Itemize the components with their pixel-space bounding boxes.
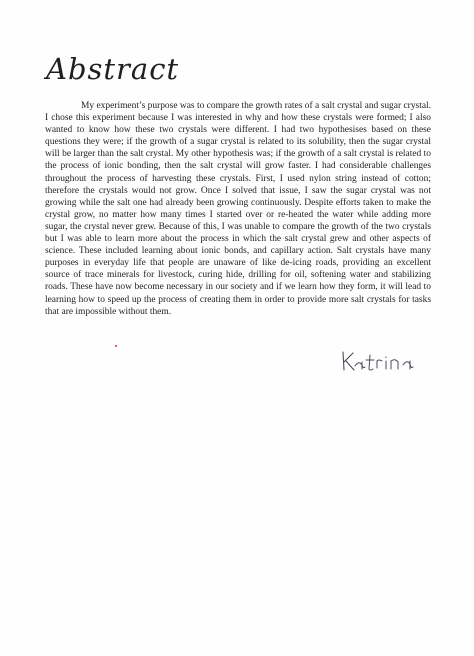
abstract-paragraph: My experiment’s purpose was to compare the growth rates of a salt crystal and sugar crystal. I chose this experiment because I was interested in why and how these crystals were formed; I also wanted to know how these two crystals were different. I had two hypothesises based on these questions they were; if the growth of a sugar crystal is related to its solubility, then the sugar crystal will be larger than the salt crystal. My other hypothesis was; if the growth of a salt crystal is related to the process of ionic bonding, then the salt crystal will grow faster. I had considerable challenges throughout the process of harvesting these crystals. First, I used nylon string instead of cotton; therefore the crystals would not grow. Once I solved that issue, I saw the sugar crystal was not growing while the salt one had already been growing continuously. Despite efforts taken to make the crystal grow, no matter how many times I started over or re-heated the water while adding more sugar, the crystal never grew. Because of this, I was unable to compare the growth of the two crystals but I was able to learn more about the process in which the salt crystal grew and other aspects of science. These included learning about ionic bonds, and capillary action. Salt crystals have many purposes in everyday life that people are unaware of like de-icing roads, providing an excellent source of trace minerals for livestock, curing hide, drilling for oil, softening water and stabilizing roads. These have now become necessary in our society and if we learn how they form, it will lead to learning how to speed up the process of creating them in order to provide more salt crystals for tasks that are impossible without them.	[45, 101, 431, 317]
page-title: Abstract	[46, 52, 180, 86]
signature-text: Katrina	[340, 348, 344, 349]
handwritten-signature	[340, 348, 424, 374]
ink-speck	[115, 345, 117, 347]
